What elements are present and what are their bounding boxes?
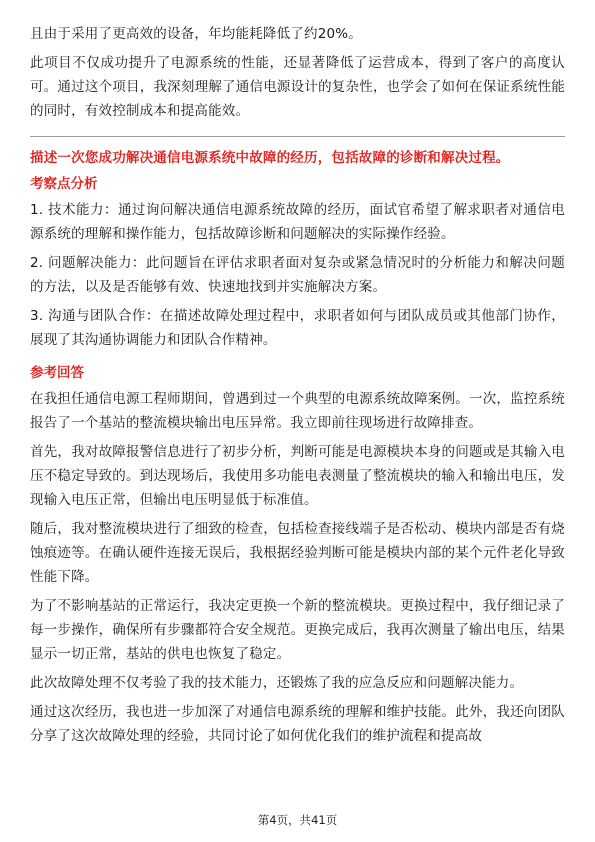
page-number: 第4页，共41页: [257, 813, 338, 827]
document-page: [30, 22, 565, 753]
intro-paragraph-1: 且由于采用了更高效的设备，年均能耗降低了约20%。: [30, 26, 363, 42]
section-divider: [30, 136, 565, 137]
answer-paragraph-6: 通过这次经历，我也进一步加深了对通信电源系统的理解和维护技能。此外，我还向团队分享了这次故障处理的经验，共同讨论了如何优化我们的维护流程和提高故: [30, 704, 565, 744]
answer-heading: 参考回答: [30, 365, 84, 381]
analysis-heading: 考察点分析: [30, 176, 98, 192]
interview-question: 描述一次您成功解决通信电源系统中故障的经历，包括故障的诊断和解决过程。: [30, 150, 510, 166]
intro-paragraph-2: 此项目不仅成功提升了电源系统的性能，还显著降低了运营成本，得到了客户的高度认可。通过这个项目，我深刻理解了通信电源设计的复杂性，也学会了如何在保证系统性能的同时，有效控制成本和提高能效。: [30, 55, 565, 119]
analysis-point-1: 1. 技术能力：通过询问解决通信电源系统故障的经历，面试官希望了解求职者对通信电源系统的理解和操作能力，包括故障诊断和问题解决的实际操作经验。: [30, 202, 565, 242]
answer-paragraph-3: 随后，我对整流模块进行了细致的检查，包括检查接线端子是否松动、模块内部是否有烧蚀痕迹等。在确认硬件连接无误后，我根据经验判断可能是模块内部的某个元件老化导致性能下降。: [30, 521, 565, 585]
analysis-point-3: 3. 沟通与团队合作：在描述故障处理过程中，求职者如何与团队成员或其他部门协作，展现了其沟通协调能力和团队合作精神。: [30, 308, 565, 348]
answer-paragraph-5: 此次故障处理不仅考验了我的技术能力，还锻炼了我的应急反应和问题解决能力。: [30, 675, 524, 691]
answer-paragraph-1: 在我担任通信电源工程师期间，曾遇到过一个典型的电源系统故障案例。一次，监控系统报告了一个基站的整流模块输出电压异常。我立即前往现场进行故障排查。: [30, 391, 565, 431]
answer-paragraph-2: 首先，我对故障报警信息进行了初步分析，判断可能是电源模块本身的问题或是其输入电压不稳定导致的。到达现场后，我使用多功能电表测量了整流模块的输入和输出电压，发现输入电压正常，但输出电压明显低于标准值。: [30, 444, 565, 508]
answer-paragraph-4: 为了不影响基站的正常运行，我决定更换一个新的整流模块。更换过程中，我仔细记录了每一步操作，确保所有步骤都符合安全规范。更换完成后，我再次测量了输出电压，结果显示一切正常，基站的供电也恢复了稳定。: [30, 598, 565, 662]
analysis-point-2: 2. 问题解决能力：此问题旨在评估求职者面对复杂或紧急情况时的分析能力和解决问题的方法，以及是否能够有效、快速地找到并实施解决方案。: [30, 255, 565, 295]
